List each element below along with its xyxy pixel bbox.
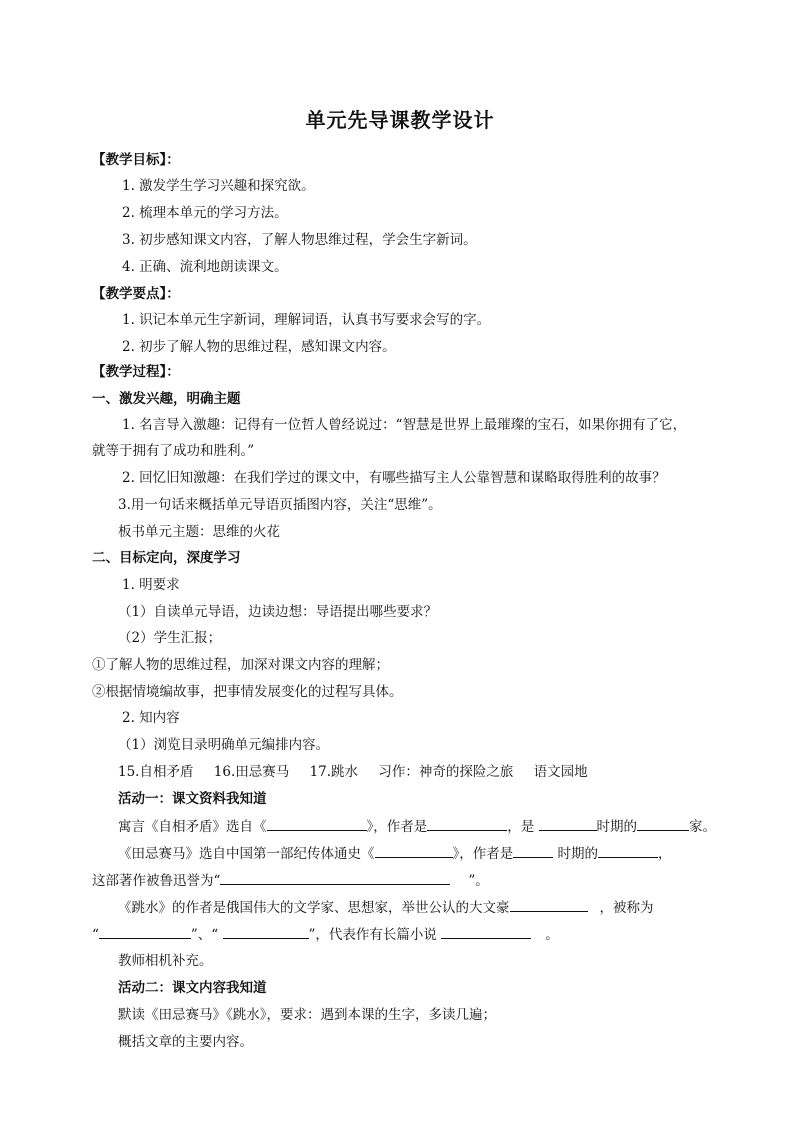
question-text: 》，作者是 (366, 819, 428, 835)
activity2-text: 默读《田忌赛马》《跳水》，要求：遇到本课的生字，多读几遍； (118, 1007, 496, 1023)
question-text: 《田忌赛马》选自中国第一部纪传体通史《 (118, 846, 375, 862)
unit-item: 17.跳水 (309, 764, 359, 780)
answer-blank[interactable] (539, 816, 597, 831)
question-text: 时期的 (557, 846, 599, 862)
answer-blank[interactable] (99, 924, 191, 939)
fill-question-1 (118, 816, 716, 837)
question-text: 这部著作被鲁迅誉为“ (92, 873, 221, 889)
answer-blank[interactable] (375, 843, 453, 858)
list-item: （1）自读单元导语，边读边想：导语提出哪些要求？ (118, 604, 438, 620)
unit-item: 16.田忌赛马 (213, 764, 290, 780)
activity2-text: 概括文章的主要内容。 (118, 1034, 253, 1050)
fill-question-2-continued (92, 870, 489, 891)
question-text: 寓言《自相矛盾》选自《 (118, 819, 267, 835)
question-text: ，被称为 (599, 900, 654, 916)
fill-question-3-continued (92, 924, 559, 945)
fill-question-2 (118, 843, 672, 864)
goal-item: 1. 激发学生学习兴趣和探究欲。 (122, 178, 315, 194)
question-text: 家。 (689, 819, 717, 835)
goal-item: 3. 初步感知课文内容，了解人物思维过程，学会生字新词。 (122, 232, 477, 248)
unit-item: 习作：神奇的探险之旅 (378, 764, 514, 780)
section1-paragraph-continued: 就等于拥有了成功和胜利。” (92, 443, 255, 459)
fill-question-3 (118, 897, 654, 918)
question-text: 》，作者是 (452, 846, 514, 862)
keypoints-heading: 【教学要点】： (92, 286, 180, 302)
answer-blank[interactable] (513, 843, 553, 858)
answer-blank[interactable] (427, 816, 507, 831)
subsection-heading: 2. 知内容 (122, 710, 180, 726)
question-text: ，是 (507, 819, 535, 835)
process-heading: 【教学过程】： (92, 364, 180, 380)
section1-paragraph: 2. 回忆旧知激趣：在我们学过的课文中，有哪些描写主人公靠智慧和谋略取得胜利的故事？ (122, 470, 666, 486)
list-item: ①了解人物的思维过程，加深对课文内容的理解； (92, 657, 389, 673)
list-item: （1）浏览目录明确单元编排内容。 (118, 737, 330, 753)
keypoint-item: 1. 识记本单元生字新词，理解词语，认真书写要求会写的字。 (122, 312, 491, 328)
activity1-heading: 活动一：课文资料我知道 (118, 791, 267, 807)
activity2-heading: 活动二：课文内容我知道 (118, 980, 267, 996)
section1-paragraph: 1. 名言导入激趣：记得有一位哲人曾经说过：“智慧是世界上最璀璨的宝石，如果你拥有了它， (122, 417, 687, 433)
answer-blank[interactable] (637, 816, 689, 831)
answer-blank[interactable] (267, 816, 367, 831)
answer-blank[interactable] (220, 870, 450, 885)
question-text: ”、“ (190, 927, 219, 943)
question-text: “ (92, 927, 99, 943)
section1-paragraph: 3.用一句话来概括单元导语页插图内容，关注“思维”。 (118, 497, 442, 513)
keypoint-item: 2. 初步了解人物的思维过程，感知课文内容。 (122, 339, 396, 355)
goals-heading: 【教学目标】： (92, 152, 180, 168)
unit-item: 语文园地 (533, 764, 588, 780)
answer-blank[interactable] (598, 843, 658, 858)
question-text: 《跳水》的作者是俄国伟大的文学家、思想家，举世公认的大文豪 (118, 900, 510, 916)
list-item: ②根据情境编故事，把事情发展变化的过程写具体。 (92, 684, 403, 700)
answer-blank[interactable] (441, 924, 531, 939)
goal-item: 4. 正确、流利地朗读课文。 (122, 259, 288, 275)
answer-blank[interactable] (223, 924, 309, 939)
unit-list (118, 762, 588, 782)
question-text: 时期的 (596, 819, 638, 835)
question-text: ”。 (468, 873, 489, 889)
page-title: 单元先导课教学设计 (305, 108, 495, 132)
question-text: ”，代表作有长篇小说 (308, 927, 437, 943)
question-text: 。 (545, 927, 559, 943)
list-item: （2）学生汇报； (118, 630, 222, 646)
board-theme: 板书单元主题：思维的火花 (118, 524, 280, 540)
section1-heading: 一、激发兴趣，明确主题 (92, 391, 241, 407)
question-text: ， (658, 846, 672, 862)
answer-blank[interactable] (510, 897, 588, 912)
section2-heading: 二、目标定向，深度学习 (92, 550, 241, 566)
unit-item: 15.自相矛盾 (118, 764, 194, 780)
subsection-heading: 1. 明要求 (122, 577, 180, 593)
teacher-note: 教师相机补充。 (118, 953, 213, 969)
goal-item: 2. 梳理本单元的学习方法。 (122, 205, 288, 221)
